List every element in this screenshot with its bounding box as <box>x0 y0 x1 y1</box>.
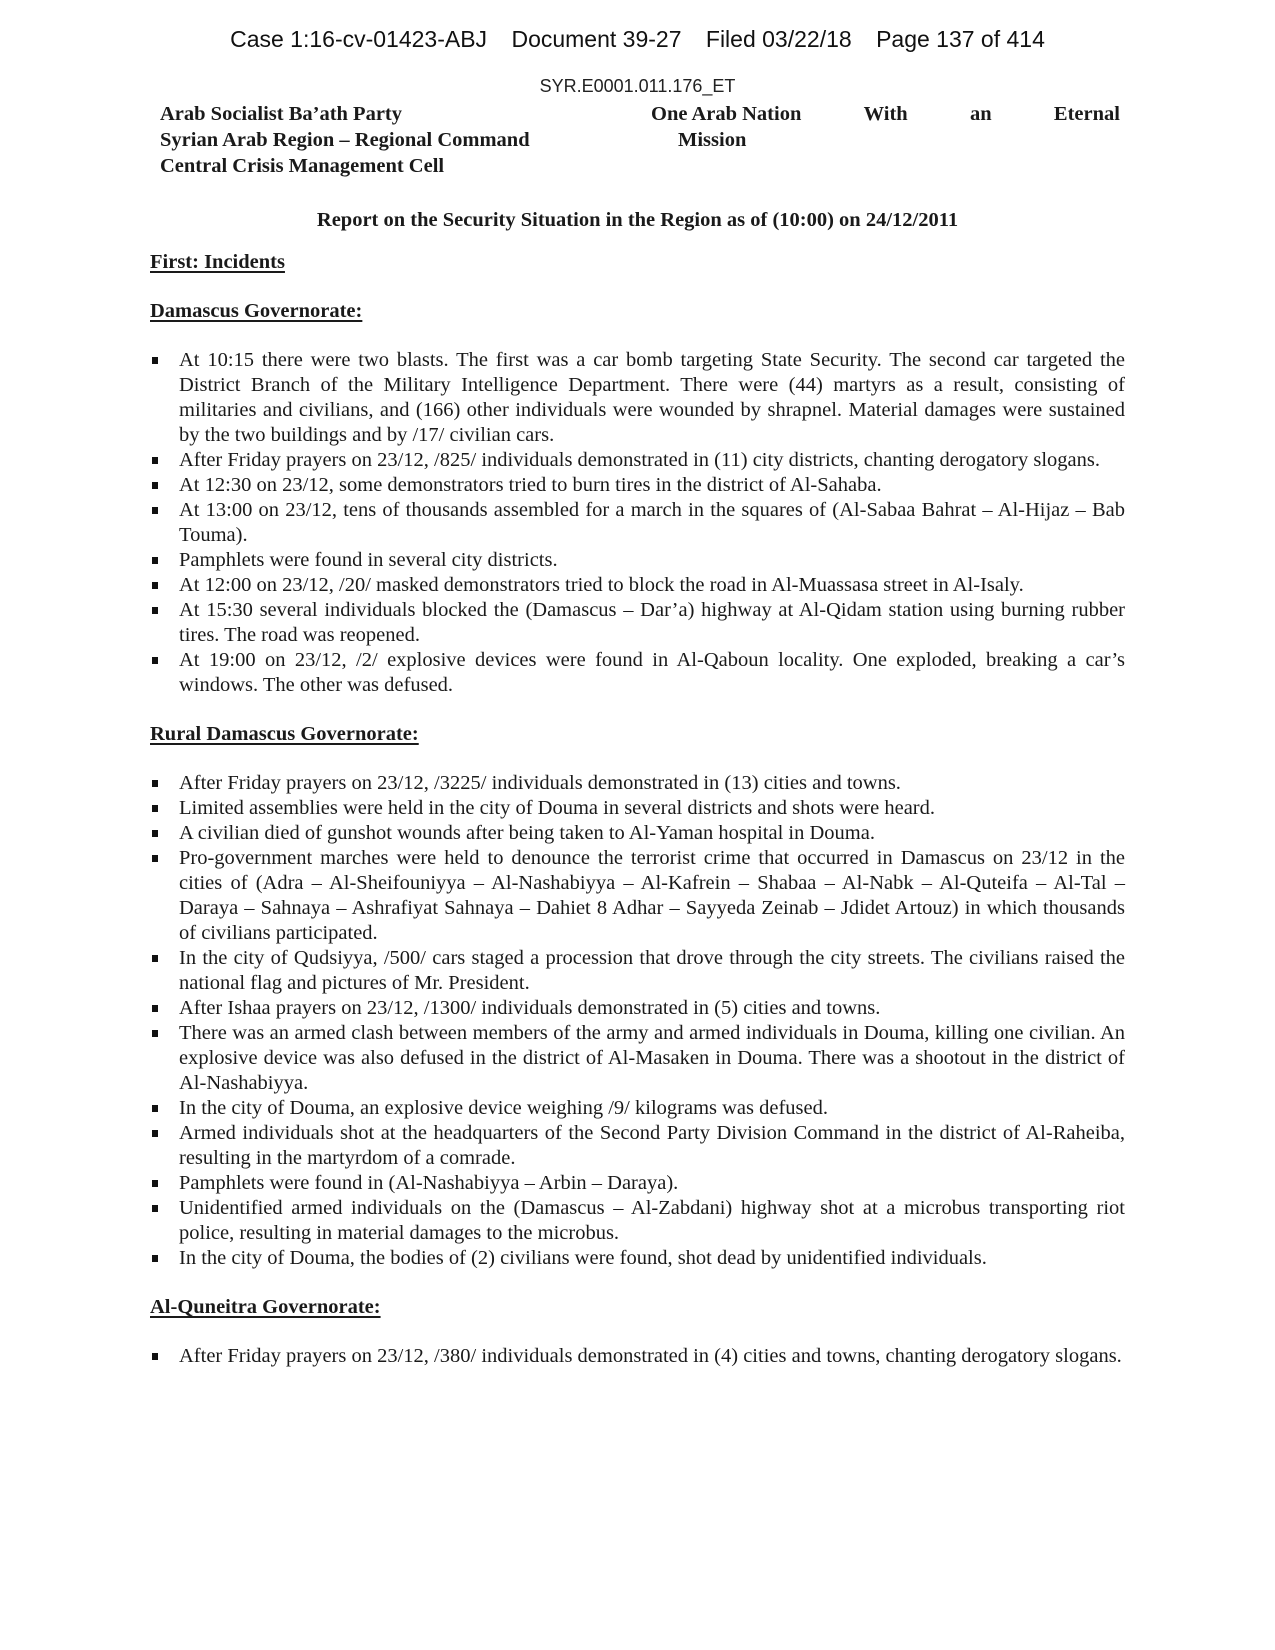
incident-list <box>150 1344 1125 1369</box>
square-bullet-icon <box>152 457 158 464</box>
incident-text: After Ishaa prayers on 23/12, /1300/ individuals demonstrated in (5) cities and towns. <box>179 997 881 1019</box>
bates-number: SYR.E0001.011.176_ET <box>539 76 736 96</box>
square-bullet-icon <box>152 557 158 564</box>
incident-text: Unidentified armed individuals on the (Damascus – Al-Zabdani) highway shot at a microbus transporting riot police, resulting in material damages to the microbus. <box>179 1197 1125 1244</box>
incident-item <box>150 771 1125 796</box>
court-filing-header <box>0 26 1275 53</box>
incident-text: Armed individuals shot at the headquarters of the Second Party Division Command in the district of Al-Raheiba, resulting in the martyrdom of a comrade. <box>179 1122 1125 1169</box>
square-bullet-icon <box>152 955 158 962</box>
incident-item <box>150 846 1125 946</box>
incident-text: Pamphlets were found in (Al-Nashabiyya – Arbin – Daraya). <box>179 1172 679 1194</box>
motto-word: One Arab Nation <box>651 103 802 125</box>
square-bullet-icon <box>152 780 158 787</box>
incident-item <box>150 796 1125 821</box>
incident-text: There was an armed clash between members of the army and armed individuals in Douma, killing one civilian. An explosive device was also defused in the district of Al-Masaken in Douma. There was a shootout in the district of Al-Nashabiyya. <box>179 1022 1125 1094</box>
square-bullet-icon <box>152 582 158 589</box>
motto-word: an <box>969 103 992 125</box>
part-heading: First: Incidents <box>150 251 285 273</box>
motto-word: Eternal <box>1053 103 1120 125</box>
incident-item <box>150 473 1125 498</box>
section-heading: Al-Quneitra Governorate: <box>150 1296 381 1318</box>
incident-text: After Friday prayers on 23/12, /380/ individuals demonstrated in (4) cities and towns, chanting derogatory slogans. <box>179 1345 1122 1367</box>
incident-text: In the city of Douma, the bodies of (2) civilians were found, shot dead by unidentified individuals. <box>179 1247 987 1269</box>
square-bullet-icon <box>152 1353 158 1360</box>
sections-container <box>150 299 1125 1369</box>
incident-item <box>150 996 1125 1021</box>
region-command: Syrian Arab Region – Regional Command <box>160 129 530 151</box>
incident-text: At 15:30 several individuals blocked the (Damascus – Dar’a) highway at Al-Qidam station using burning rubber tires. The road was reopened. <box>179 599 1125 646</box>
incident-text: In the city of Qudsiyya, /500/ cars staged a procession that drove through the city streets. The civilians raised the national flag and pictures of Mr. President. <box>179 947 1125 994</box>
incident-text: At 19:00 on 23/12, /2/ explosive devices were found in Al-Qaboun locality. One exploded, breaking a car’s windows. The other was defused. <box>179 649 1125 696</box>
square-bullet-icon <box>152 657 158 664</box>
square-bullet-icon <box>152 855 158 862</box>
incident-text: At 13:00 on 23/12, tens of thousands assembled for a march in the squares of (Al-Sabaa Bahrat – Al-Hijaz – Bab Touma). <box>179 499 1125 546</box>
section-heading: Damascus Governorate: <box>150 300 363 322</box>
issuing-body <box>160 101 530 179</box>
square-bullet-icon <box>152 1005 158 1012</box>
section-rural-damascus <box>150 722 1125 1271</box>
incident-item <box>150 1021 1125 1096</box>
square-bullet-icon <box>152 482 158 489</box>
document-number: Document 39-27 <box>511 26 682 52</box>
incident-text: A civilian died of gunshot wounds after being taken to Al-Yaman hospital in Douma. <box>179 822 875 844</box>
incident-text: Limited assemblies were held in the city of Douma in several districts and shots were heard. <box>179 797 936 819</box>
square-bullet-icon <box>152 805 158 812</box>
party-motto <box>651 101 1120 153</box>
incident-item <box>150 648 1125 698</box>
incident-item <box>150 1171 1125 1196</box>
incident-item <box>150 946 1125 996</box>
incident-text: After Friday prayers on 23/12, /3225/ individuals demonstrated in (13) cities and towns. <box>179 772 901 794</box>
square-bullet-icon <box>152 507 158 514</box>
square-bullet-icon <box>152 1130 158 1137</box>
incident-item <box>150 1246 1125 1271</box>
party-name: Arab Socialist Ba’ath Party <box>160 103 402 125</box>
section-al-quneitra <box>150 1295 1125 1369</box>
incident-text: After Friday prayers on 23/12, /825/ individuals demonstrated in (11) city districts, chanting derogatory slogans. <box>179 449 1100 471</box>
incident-list <box>150 348 1125 698</box>
square-bullet-icon <box>152 1180 158 1187</box>
motto-line-2: Mission <box>678 129 747 151</box>
square-bullet-icon <box>152 1105 158 1112</box>
incident-item <box>150 1121 1125 1171</box>
incident-item <box>150 598 1125 648</box>
incident-item <box>150 498 1125 548</box>
incident-item <box>150 1196 1125 1246</box>
incident-item <box>150 1344 1125 1369</box>
incident-text: In the city of Douma, an explosive device weighing /9/ kilograms was defused. <box>179 1097 829 1119</box>
filed-date: Filed 03/22/18 <box>705 26 852 52</box>
square-bullet-icon <box>152 1205 158 1212</box>
square-bullet-icon <box>152 830 158 837</box>
incident-item <box>150 573 1125 598</box>
crisis-cell: Central Crisis Management Cell <box>160 155 445 177</box>
section-heading: Rural Damascus Governorate: <box>150 723 419 745</box>
incident-item <box>150 548 1125 573</box>
incident-text: Pro-government marches were held to denounce the terrorist crime that occurred in Damascus on 23/12 in the cities of (Adra – Al-Sheifouniyya – Al-Nashabiyya – Al-Kafrein – Shabaa – Al-Nabk – Al-Quteifa – Al-Tal – Daraya – Sahnaya – Ashrafiyat Sahnaya – Dahiet 8 Adhar – Sayyeda Zeinab – Jdidet Artouz) in which thousands of civilians participated. <box>179 847 1125 944</box>
section-damascus <box>150 299 1125 698</box>
incident-list <box>150 771 1125 1271</box>
incident-text: At 10:15 there were two blasts. The first was a car bomb targeting State Security. The second car targeted the District Branch of the Military Intelligence Department. There were (44) martyrs as a result, consisting of militaries and civilians, and (166) other individuals were wounded by shrapnel. Material damages were sustained by the two buildings and by /17/ civilian cars. <box>179 349 1125 446</box>
square-bullet-icon <box>152 357 158 364</box>
square-bullet-icon <box>152 607 158 614</box>
report-title: Report on the Security Situation in the Region as of (10:00) on 24/12/2011 <box>316 209 959 231</box>
incident-item <box>150 448 1125 473</box>
case-number: Case 1:16-cv-01423-ABJ <box>230 26 488 52</box>
incident-item <box>150 1096 1125 1121</box>
report-body <box>150 250 1125 1393</box>
page-number: Page 137 of 414 <box>876 26 1045 52</box>
square-bullet-icon <box>152 1030 158 1037</box>
incident-item <box>150 821 1125 846</box>
incident-text: At 12:00 on 23/12, /20/ masked demonstrators tried to block the road in Al-Muassasa street in Al-Isaly. <box>179 574 1024 596</box>
incident-item <box>150 348 1125 448</box>
square-bullet-icon <box>152 1255 158 1262</box>
incident-text: At 12:30 on 23/12, some demonstrators tried to burn tires in the district of Al-Sahaba. <box>179 474 882 496</box>
motto-word: With <box>863 103 908 125</box>
incident-text: Pamphlets were found in several city districts. <box>179 549 558 571</box>
